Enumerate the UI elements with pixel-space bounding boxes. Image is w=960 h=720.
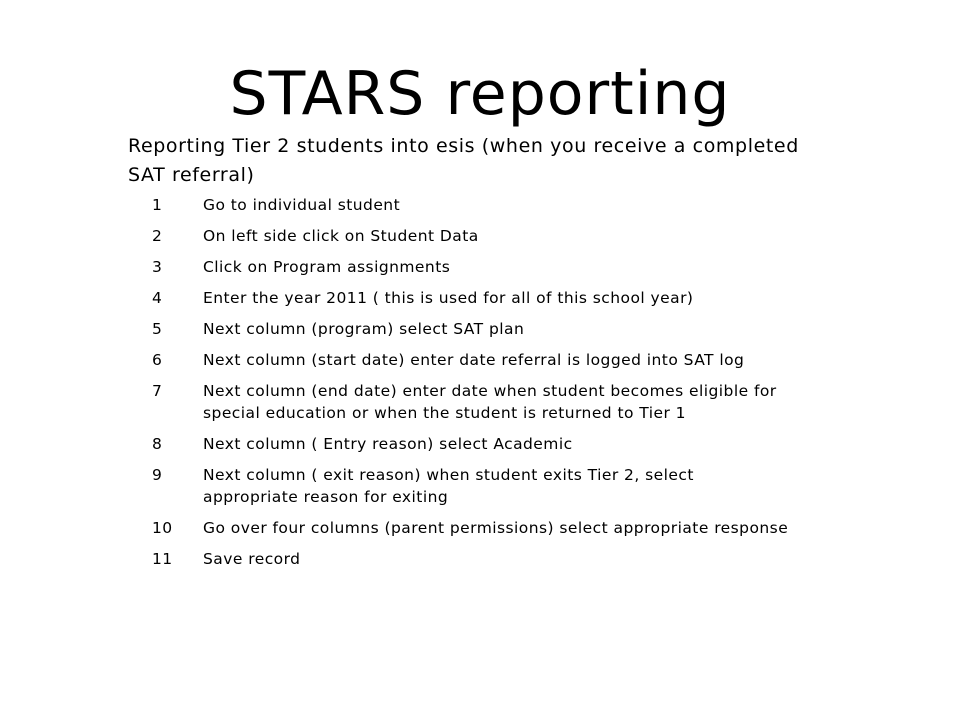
step-item [152,318,812,340]
step-item [152,349,812,371]
step-item [152,256,812,278]
step-text: Next column (start date) enter date referral is logged into SAT log [203,351,745,369]
step-text: Next column (end date) enter date when student becomes eligible for special education or when the student is returned to Tier 1 [203,382,777,422]
step-number: 11 [152,550,173,568]
step-text: Next column ( Entry reason) select Academic [203,435,573,453]
step-item [152,380,812,424]
step-item [152,517,812,539]
step-item [152,464,812,508]
steps-list [152,194,812,579]
step-number: 7 [152,382,163,400]
step-text: Next column ( exit reason) when student exits Tier 2, select appropriate reason for exiting [203,466,694,506]
step-text: Next column (program) select SAT plan [203,320,525,338]
step-number: 2 [152,227,163,245]
step-text: On left side click on Student Data [203,227,479,245]
step-item [152,548,812,570]
step-text: Go over four columns (parent permissions) select appropriate response [203,519,789,537]
step-text: Save record [203,550,301,568]
step-item [152,225,812,247]
slide-subtitle: Reporting Tier 2 students into esis (when you receive a completed SAT referral) [128,135,799,186]
step-number: 8 [152,435,163,453]
step-number: 1 [152,196,163,214]
step-item [152,194,812,216]
step-text: Enter the year 2011 ( this is used for all of this school year) [203,289,694,307]
step-number: 6 [152,351,163,369]
step-number: 3 [152,258,163,276]
step-item [152,433,812,455]
step-number: 10 [152,519,173,537]
step-number: 9 [152,466,163,484]
step-text: Click on Program assignments [203,258,451,276]
step-item [152,287,812,309]
step-number: 4 [152,289,163,307]
slide-title: STARS reporting [229,59,731,129]
step-text: Go to individual student [203,196,401,214]
step-number: 5 [152,320,163,338]
